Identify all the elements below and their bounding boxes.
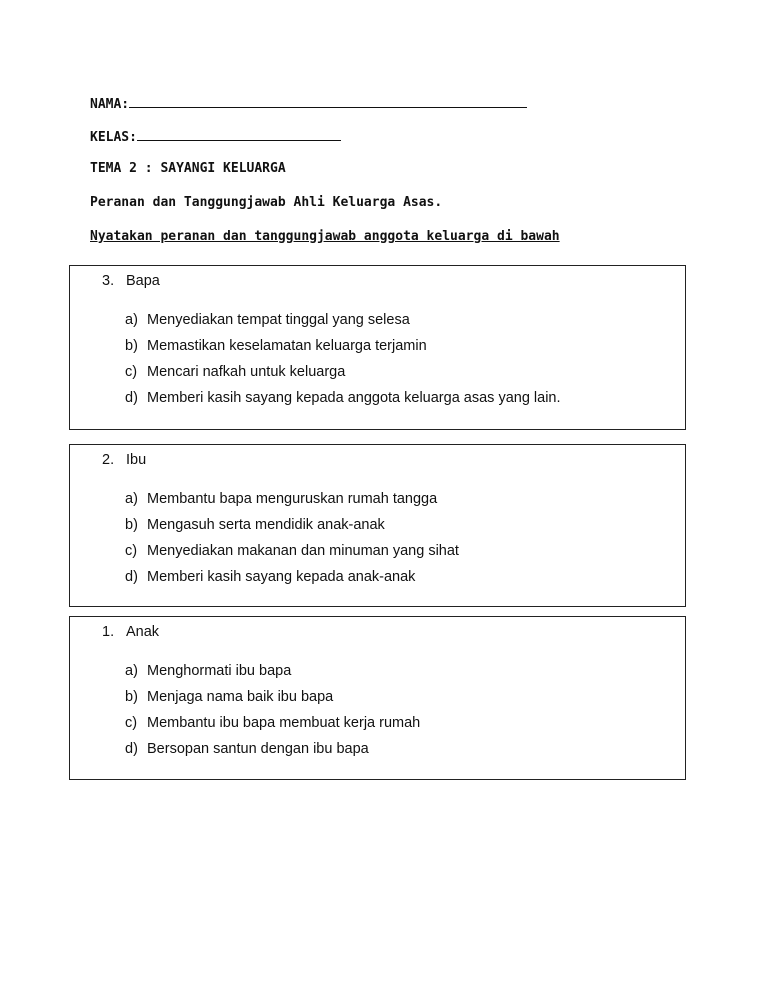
section-title bbox=[102, 451, 146, 469]
list-item bbox=[125, 688, 420, 714]
item-list bbox=[125, 490, 459, 594]
section-number: 3. bbox=[102, 273, 115, 289]
item-letter: c) bbox=[125, 364, 138, 380]
item-letter: d) bbox=[125, 569, 138, 585]
item-text: Menghormati ibu bapa bbox=[147, 663, 292, 679]
item-text: Mencari nafkah untuk keluarga bbox=[147, 364, 346, 380]
item-letter: a) bbox=[125, 312, 138, 328]
kelas-label: KELAS: bbox=[90, 130, 137, 145]
item-text: Memastikan keselamatan keluarga terjamin bbox=[147, 338, 427, 354]
nama-blank-line[interactable] bbox=[129, 94, 527, 108]
item-text: Memberi kasih sayang kepada anak-anak bbox=[147, 569, 416, 585]
class-row bbox=[90, 127, 341, 146]
section-number: 1. bbox=[102, 624, 115, 640]
list-item bbox=[125, 490, 459, 516]
item-letter: b) bbox=[125, 689, 138, 705]
item-letter: b) bbox=[125, 338, 138, 354]
item-letter: c) bbox=[125, 543, 138, 559]
item-text: Membantu ibu bapa membuat kerja rumah bbox=[147, 715, 421, 731]
section-title bbox=[102, 272, 160, 290]
item-list bbox=[125, 311, 561, 415]
item-text: Bersopan santun dengan ibu bapa bbox=[147, 741, 369, 757]
subtitle: Peranan dan Tanggungjawab Ahli Keluarga Asas. bbox=[90, 195, 443, 210]
item-letter: a) bbox=[125, 663, 138, 679]
item-letter: d) bbox=[125, 741, 138, 757]
list-item bbox=[125, 363, 561, 389]
section-label: Anak bbox=[126, 624, 160, 640]
item-letter: c) bbox=[125, 715, 138, 731]
section-box-ibu bbox=[69, 444, 686, 607]
kelas-blank-line[interactable] bbox=[137, 127, 341, 141]
name-row bbox=[90, 94, 527, 113]
item-text: Membantu bapa menguruskan rumah tangga bbox=[147, 491, 438, 507]
item-list bbox=[125, 662, 420, 766]
list-item bbox=[125, 337, 561, 363]
list-item bbox=[125, 311, 561, 337]
item-text: Menyediakan tempat tinggal yang selesa bbox=[147, 312, 410, 328]
item-text: Menjaga nama baik ibu bapa bbox=[147, 689, 334, 705]
list-item bbox=[125, 516, 459, 542]
item-letter: d) bbox=[125, 390, 138, 406]
nama-label: NAMA: bbox=[90, 97, 130, 112]
list-item bbox=[125, 740, 420, 766]
list-item bbox=[125, 389, 561, 415]
section-label: Ibu bbox=[126, 452, 147, 468]
instruction: Nyatakan peranan dan tanggungjawab anggota keluarga di bawah bbox=[90, 229, 560, 244]
item-letter: b) bbox=[125, 517, 138, 533]
item-letter: a) bbox=[125, 491, 138, 507]
section-box-anak bbox=[69, 616, 686, 780]
section-number: 2. bbox=[102, 452, 115, 468]
item-text: Mengasuh serta mendidik anak-anak bbox=[147, 517, 385, 533]
theme-title: TEMA 2 : SAYANGI KELUARGA bbox=[90, 161, 286, 176]
list-item bbox=[125, 542, 459, 568]
list-item bbox=[125, 662, 420, 688]
section-box-bapa bbox=[69, 265, 686, 430]
list-item bbox=[125, 568, 459, 594]
item-text: Menyediakan makanan dan minuman yang sihat bbox=[147, 543, 459, 559]
section-label: Bapa bbox=[126, 273, 160, 289]
list-item bbox=[125, 714, 420, 740]
section-title bbox=[102, 623, 159, 641]
item-text: Memberi kasih sayang kepada anggota keluarga asas yang lain. bbox=[147, 390, 561, 406]
